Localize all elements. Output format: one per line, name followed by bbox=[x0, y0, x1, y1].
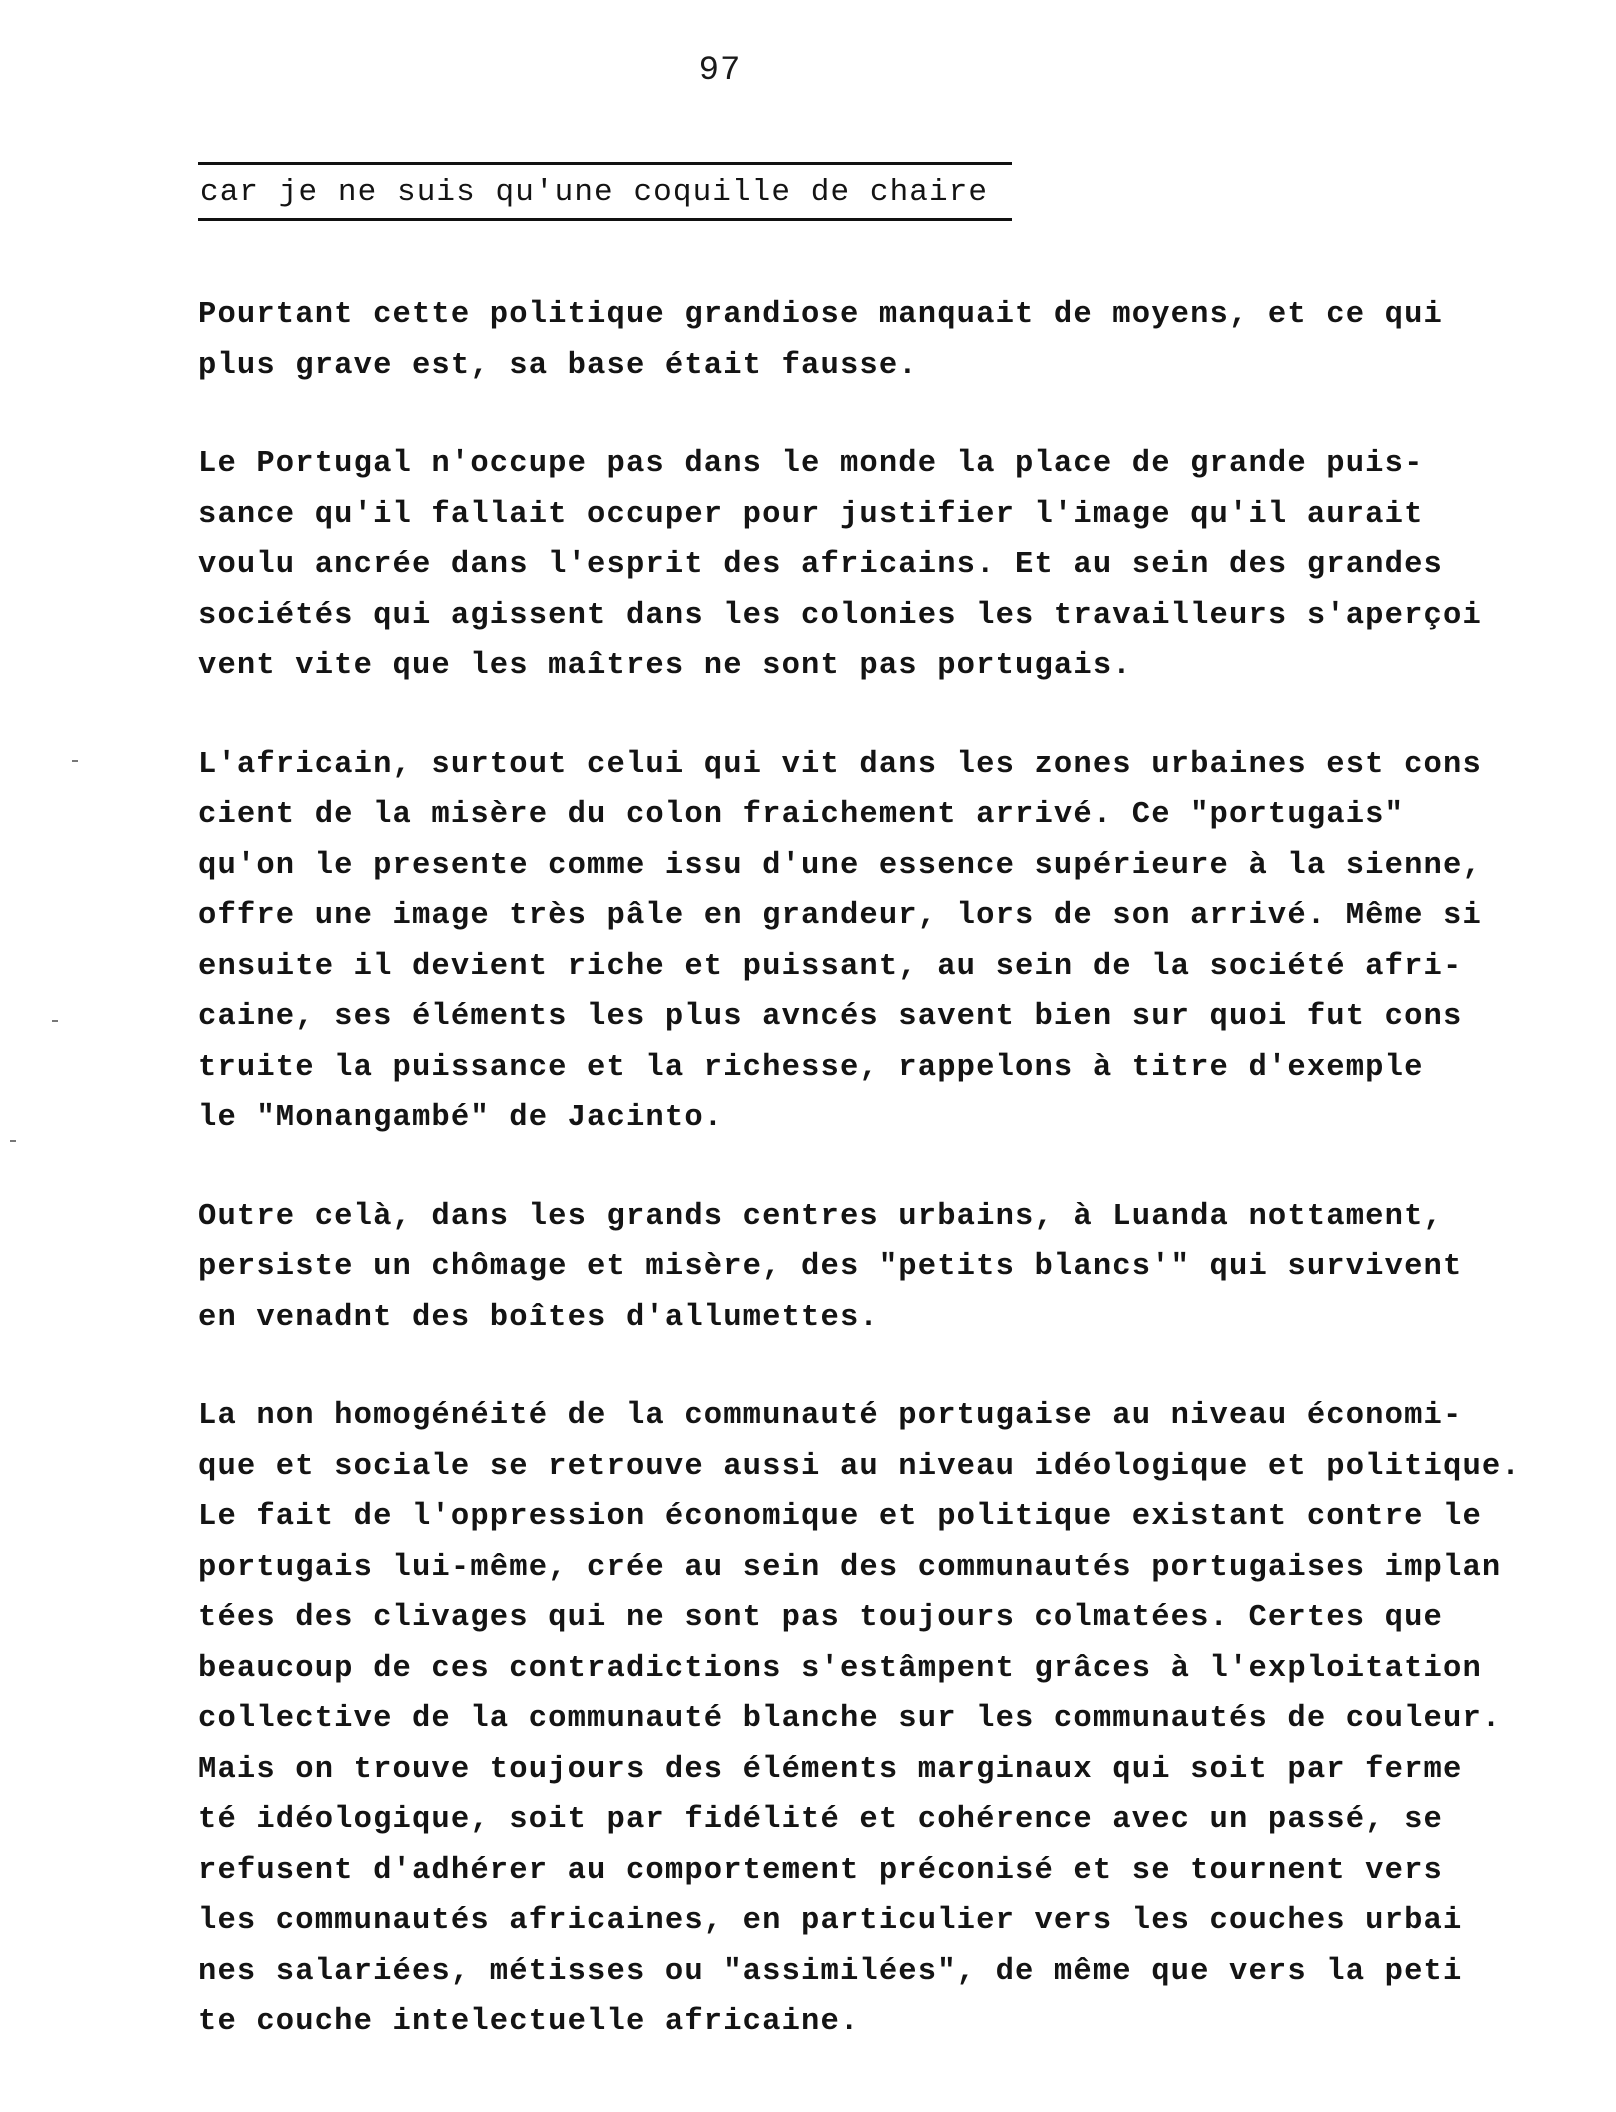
text-line: les communautés africaines, en particulier vers les couches urbai bbox=[198, 1904, 1463, 1938]
text-line: truite la puissance et la richesse, rappelons à titre d'exemple bbox=[198, 1050, 1424, 1085]
text-line: portugais lui-même, crée au sein des communautés portugaises implan bbox=[198, 1550, 1502, 1585]
paragraph-4 bbox=[198, 1192, 1548, 1344]
text-line: collective de la communauté blanche sur les communautés de couleur. bbox=[198, 1702, 1502, 1736]
text-line: voulu ancrée dans l'esprit des africains. Et au sein des grandes bbox=[198, 548, 1443, 582]
text-line: en venadnt des boîtes d'allumettes. bbox=[198, 1300, 879, 1335]
text-line: La non homogénéité de la communauté portugaise au niveau économi- bbox=[198, 1399, 1463, 1433]
text-line: que et sociale se retrouve aussi au niveau idéologique et politique. bbox=[198, 1449, 1521, 1484]
text-line: sance qu'il fallait occuper pour justifier l'image qu'il aurait bbox=[198, 497, 1424, 532]
text-line: cient de la misère du colon fraichement arrivé. Ce "portugais" bbox=[198, 798, 1405, 832]
text-line: Le fait de l'oppression économique et politique existant contre le bbox=[198, 1500, 1482, 1534]
paragraph-3 bbox=[198, 740, 1548, 1144]
text-line: Outre celà, dans les grands centres urbains, à Luanda nottament, bbox=[198, 1199, 1443, 1234]
paragraph-5 bbox=[198, 1391, 1548, 2048]
text-line: Le Portugal n'occupe pas dans le monde la place de grande puis- bbox=[198, 447, 1424, 481]
heading-text: car je ne suis qu'une coquille de chaire bbox=[200, 175, 989, 210]
text-line: Pourtant cette politique grandiose manquait de moyens, et ce qui bbox=[198, 298, 1443, 332]
heading-block bbox=[198, 162, 1012, 221]
text-line: Mais on trouve toujours des éléments marginaux qui soit par ferme bbox=[198, 1752, 1463, 1787]
text-line: tées des clivages qui ne sont pas toujours colmatées. Certes que bbox=[198, 1601, 1443, 1635]
text-line: offre une image très pâle en grandeur, lors de son arrivé. Même si bbox=[198, 899, 1482, 933]
text-line: beaucoup de ces contradictions s'estâmpent grâces à l'exploitation bbox=[198, 1651, 1482, 1686]
text-line: qu'on le presente comme issu d'une essence supérieure à la sienne, bbox=[198, 848, 1482, 883]
text-line: le "Monangambé" de Jacinto. bbox=[198, 1101, 724, 1135]
text-line: persiste un chômage et misère, des "petits blancs'" qui survivent bbox=[198, 1250, 1463, 1284]
text-line: te couche intelectuelle africaine. bbox=[198, 2005, 860, 2039]
margin-speck bbox=[10, 1140, 16, 1142]
text-line: caine, ses éléments les plus avncés savent bien sur quoi fut cons bbox=[198, 1000, 1463, 1034]
text-line: plus grave est, sa base était fausse. bbox=[198, 348, 918, 383]
text-line: vent vite que les maîtres ne sont pas portugais. bbox=[198, 649, 1132, 683]
text-line: refusent d'adhérer au comportement préconisé et se tournent vers bbox=[198, 1853, 1443, 1888]
text-line: sociétés qui agissent dans les colonies les travailleurs s'aperçoi bbox=[198, 598, 1482, 633]
page-number: 97 bbox=[698, 52, 742, 90]
text-line: ensuite il devient riche et puissant, au sein de la société afri- bbox=[198, 949, 1463, 984]
margin-speck bbox=[72, 760, 78, 762]
text-line: té idéologique, soit par fidélité et cohérence avec un passé, se bbox=[198, 1803, 1443, 1837]
paragraph-1 bbox=[198, 290, 1548, 391]
text-line: nes salariées, métisses ou "assimilées", de même que vers la peti bbox=[198, 1954, 1463, 1989]
text-line: L'africain, surtout celui qui vit dans les zones urbaines est cons bbox=[198, 747, 1482, 782]
margin-speck bbox=[52, 1020, 58, 1022]
body-text bbox=[198, 290, 1548, 2096]
paragraph-2 bbox=[198, 439, 1548, 692]
